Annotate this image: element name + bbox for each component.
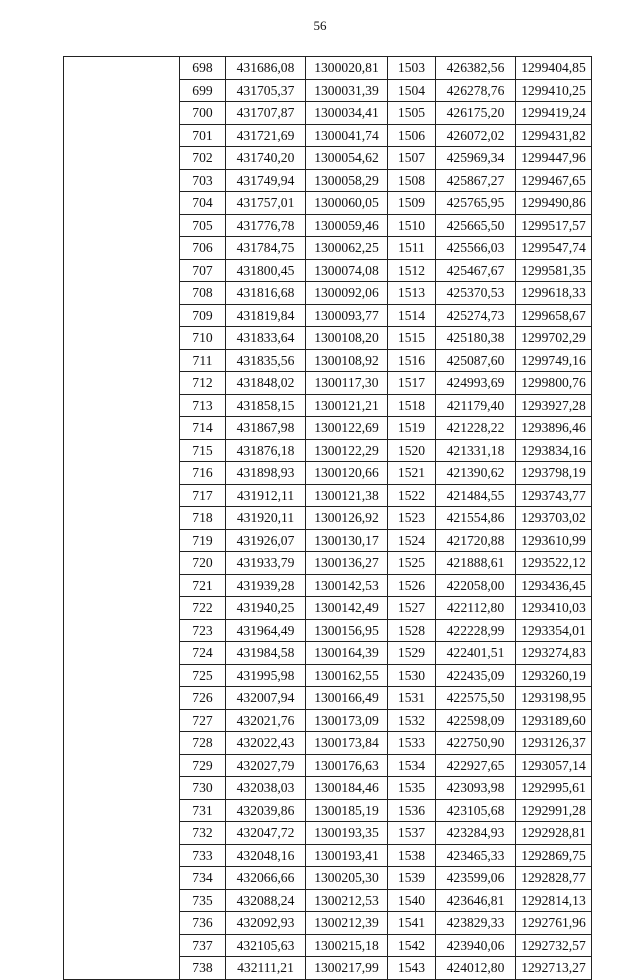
y-coordinate-right: 1293834,16 <box>516 439 592 462</box>
point-number-right: 1539 <box>388 867 436 890</box>
y-coordinate-left: 1300215,18 <box>306 934 388 957</box>
point-number-right: 1519 <box>388 417 436 440</box>
point-number-left: 735 <box>180 889 226 912</box>
x-coordinate-left: 432105,63 <box>226 934 306 957</box>
point-number-left: 720 <box>180 552 226 575</box>
point-number-right: 1543 <box>388 957 436 980</box>
y-coordinate-right: 1299419,24 <box>516 102 592 125</box>
x-coordinate-right: 425180,38 <box>436 327 516 350</box>
point-number-left: 698 <box>180 57 226 80</box>
point-number-left: 736 <box>180 912 226 935</box>
x-coordinate-left: 431848,02 <box>226 372 306 395</box>
point-number-right: 1521 <box>388 462 436 485</box>
point-number-left: 718 <box>180 507 226 530</box>
x-coordinate-left: 431964,49 <box>226 619 306 642</box>
point-number-right: 1537 <box>388 822 436 845</box>
x-coordinate-right: 421179,40 <box>436 394 516 417</box>
point-number-right: 1505 <box>388 102 436 125</box>
point-number-right: 1510 <box>388 214 436 237</box>
x-coordinate-left: 431705,37 <box>226 79 306 102</box>
y-coordinate-left: 1300193,41 <box>306 844 388 867</box>
x-coordinate-left: 431920,11 <box>226 507 306 530</box>
x-coordinate-right: 422401,51 <box>436 642 516 665</box>
point-number-right: 1522 <box>388 484 436 507</box>
x-coordinate-left: 432066,66 <box>226 867 306 890</box>
y-coordinate-right: 1299702,29 <box>516 327 592 350</box>
y-coordinate-right: 1292761,96 <box>516 912 592 935</box>
point-number-left: 716 <box>180 462 226 485</box>
y-coordinate-right: 1292995,61 <box>516 777 592 800</box>
blank-label-cell <box>64 57 180 980</box>
y-coordinate-right: 1299404,85 <box>516 57 592 80</box>
y-coordinate-left: 1300136,27 <box>306 552 388 575</box>
table-row <box>64 57 592 80</box>
y-coordinate-right: 1293896,46 <box>516 417 592 440</box>
y-coordinate-left: 1300184,46 <box>306 777 388 800</box>
y-coordinate-left: 1300034,41 <box>306 102 388 125</box>
y-coordinate-right: 1299547,74 <box>516 237 592 260</box>
x-coordinate-right: 426382,56 <box>436 57 516 80</box>
y-coordinate-left: 1300120,66 <box>306 462 388 485</box>
y-coordinate-right: 1299800,76 <box>516 372 592 395</box>
point-number-right: 1527 <box>388 597 436 620</box>
x-coordinate-right: 422927,65 <box>436 754 516 777</box>
y-coordinate-left: 1300121,21 <box>306 394 388 417</box>
y-coordinate-right: 1292732,57 <box>516 934 592 957</box>
x-coordinate-left: 431707,87 <box>226 102 306 125</box>
point-number-left: 709 <box>180 304 226 327</box>
point-number-right: 1528 <box>388 619 436 642</box>
point-number-right: 1504 <box>388 79 436 102</box>
x-coordinate-right: 426278,76 <box>436 79 516 102</box>
x-coordinate-left: 431757,01 <box>226 192 306 215</box>
point-number-right: 1513 <box>388 282 436 305</box>
point-number-right: 1503 <box>388 57 436 80</box>
y-coordinate-right: 1293198,95 <box>516 687 592 710</box>
point-number-right: 1526 <box>388 574 436 597</box>
x-coordinate-left: 431984,58 <box>226 642 306 665</box>
y-coordinate-right: 1293610,99 <box>516 529 592 552</box>
y-coordinate-right: 1299749,16 <box>516 349 592 372</box>
y-coordinate-left: 1300185,19 <box>306 799 388 822</box>
x-coordinate-right: 424993,69 <box>436 372 516 395</box>
point-number-left: 714 <box>180 417 226 440</box>
y-coordinate-right: 1293260,19 <box>516 664 592 687</box>
point-number-left: 737 <box>180 934 226 957</box>
y-coordinate-right: 1299467,65 <box>516 169 592 192</box>
point-number-right: 1538 <box>388 844 436 867</box>
y-coordinate-right: 1293436,45 <box>516 574 592 597</box>
coordinates-table-body <box>64 57 592 980</box>
point-number-left: 738 <box>180 957 226 980</box>
y-coordinate-right: 1299517,57 <box>516 214 592 237</box>
x-coordinate-right: 423599,06 <box>436 867 516 890</box>
point-number-right: 1532 <box>388 709 436 732</box>
x-coordinate-left: 431749,94 <box>226 169 306 192</box>
point-number-right: 1520 <box>388 439 436 462</box>
y-coordinate-right: 1299618,33 <box>516 282 592 305</box>
x-coordinate-left: 431833,64 <box>226 327 306 350</box>
x-coordinate-right: 425370,53 <box>436 282 516 305</box>
x-coordinate-right: 421390,62 <box>436 462 516 485</box>
x-coordinate-left: 431933,79 <box>226 552 306 575</box>
x-coordinate-right: 425969,34 <box>436 147 516 170</box>
point-number-left: 717 <box>180 484 226 507</box>
x-coordinate-right: 421888,61 <box>436 552 516 575</box>
x-coordinate-right: 423284,93 <box>436 822 516 845</box>
y-coordinate-right: 1293126,37 <box>516 732 592 755</box>
point-number-left: 732 <box>180 822 226 845</box>
y-coordinate-right: 1293927,28 <box>516 394 592 417</box>
point-number-right: 1523 <box>388 507 436 530</box>
point-number-right: 1516 <box>388 349 436 372</box>
point-number-left: 733 <box>180 844 226 867</box>
point-number-right: 1541 <box>388 912 436 935</box>
point-number-right: 1531 <box>388 687 436 710</box>
x-coordinate-right: 423093,98 <box>436 777 516 800</box>
x-coordinate-right: 422058,00 <box>436 574 516 597</box>
y-coordinate-left: 1300142,53 <box>306 574 388 597</box>
y-coordinate-left: 1300205,30 <box>306 867 388 890</box>
x-coordinate-left: 432039,86 <box>226 799 306 822</box>
point-number-left: 719 <box>180 529 226 552</box>
x-coordinate-right: 423465,33 <box>436 844 516 867</box>
point-number-right: 1515 <box>388 327 436 350</box>
y-coordinate-left: 1300058,29 <box>306 169 388 192</box>
point-number-right: 1535 <box>388 777 436 800</box>
point-number-left: 726 <box>180 687 226 710</box>
y-coordinate-left: 1300173,84 <box>306 732 388 755</box>
y-coordinate-left: 1300093,77 <box>306 304 388 327</box>
x-coordinate-left: 431740,20 <box>226 147 306 170</box>
y-coordinate-left: 1300164,39 <box>306 642 388 665</box>
x-coordinate-left: 431867,98 <box>226 417 306 440</box>
x-coordinate-right: 422750,90 <box>436 732 516 755</box>
point-number-left: 723 <box>180 619 226 642</box>
x-coordinate-right: 425665,50 <box>436 214 516 237</box>
x-coordinate-left: 431876,18 <box>226 439 306 462</box>
x-coordinate-left: 431995,98 <box>226 664 306 687</box>
page-number: 56 <box>313 18 327 33</box>
y-coordinate-left: 1300126,92 <box>306 507 388 530</box>
point-number-left: 705 <box>180 214 226 237</box>
y-coordinate-left: 1300059,46 <box>306 214 388 237</box>
y-coordinate-left: 1300173,09 <box>306 709 388 732</box>
x-coordinate-left: 431686,08 <box>226 57 306 80</box>
point-number-right: 1506 <box>388 124 436 147</box>
y-coordinate-left: 1300217,99 <box>306 957 388 980</box>
x-coordinate-left: 432048,16 <box>226 844 306 867</box>
x-coordinate-left: 432111,21 <box>226 957 306 980</box>
x-coordinate-right: 425274,73 <box>436 304 516 327</box>
point-number-left: 704 <box>180 192 226 215</box>
point-number-right: 1542 <box>388 934 436 957</box>
y-coordinate-left: 1300117,30 <box>306 372 388 395</box>
y-coordinate-right: 1292869,75 <box>516 844 592 867</box>
x-coordinate-left: 432022,43 <box>226 732 306 755</box>
y-coordinate-right: 1292713,27 <box>516 957 592 980</box>
point-number-left: 727 <box>180 709 226 732</box>
x-coordinate-left: 431898,93 <box>226 462 306 485</box>
point-number-right: 1512 <box>388 259 436 282</box>
y-coordinate-left: 1300060,05 <box>306 192 388 215</box>
x-coordinate-right: 424012,80 <box>436 957 516 980</box>
y-coordinate-left: 1300193,35 <box>306 822 388 845</box>
x-coordinate-left: 431926,07 <box>226 529 306 552</box>
x-coordinate-left: 431912,11 <box>226 484 306 507</box>
y-coordinate-left: 1300176,63 <box>306 754 388 777</box>
point-number-left: 712 <box>180 372 226 395</box>
y-coordinate-right: 1293189,60 <box>516 709 592 732</box>
y-coordinate-left: 1300092,06 <box>306 282 388 305</box>
y-coordinate-right: 1292814,13 <box>516 889 592 912</box>
x-coordinate-right: 426175,20 <box>436 102 516 125</box>
x-coordinate-right: 421484,55 <box>436 484 516 507</box>
point-number-left: 725 <box>180 664 226 687</box>
y-coordinate-right: 1293798,19 <box>516 462 592 485</box>
point-number-left: 707 <box>180 259 226 282</box>
y-coordinate-right: 1293522,12 <box>516 552 592 575</box>
x-coordinate-right: 423940,06 <box>436 934 516 957</box>
y-coordinate-left: 1300142,49 <box>306 597 388 620</box>
x-coordinate-left: 431939,28 <box>226 574 306 597</box>
y-coordinate-left: 1300041,74 <box>306 124 388 147</box>
x-coordinate-left: 431784,75 <box>226 237 306 260</box>
point-number-left: 715 <box>180 439 226 462</box>
x-coordinate-right: 421554,86 <box>436 507 516 530</box>
y-coordinate-left: 1300212,53 <box>306 889 388 912</box>
point-number-right: 1529 <box>388 642 436 665</box>
coordinates-table <box>63 56 592 980</box>
y-coordinate-left: 1300108,92 <box>306 349 388 372</box>
x-coordinate-left: 431819,84 <box>226 304 306 327</box>
point-number-right: 1536 <box>388 799 436 822</box>
y-coordinate-left: 1300156,95 <box>306 619 388 642</box>
x-coordinate-right: 423829,33 <box>436 912 516 935</box>
y-coordinate-right: 1299431,82 <box>516 124 592 147</box>
point-number-right: 1517 <box>388 372 436 395</box>
point-number-left: 713 <box>180 394 226 417</box>
point-number-left: 721 <box>180 574 226 597</box>
y-coordinate-left: 1300054,62 <box>306 147 388 170</box>
x-coordinate-right: 425566,03 <box>436 237 516 260</box>
point-number-right: 1540 <box>388 889 436 912</box>
point-number-left: 699 <box>180 79 226 102</box>
x-coordinate-left: 432021,76 <box>226 709 306 732</box>
x-coordinate-left: 431940,25 <box>226 597 306 620</box>
point-number-right: 1514 <box>388 304 436 327</box>
x-coordinate-left: 431721,69 <box>226 124 306 147</box>
x-coordinate-left: 432047,72 <box>226 822 306 845</box>
point-number-left: 731 <box>180 799 226 822</box>
y-coordinate-right: 1299658,67 <box>516 304 592 327</box>
y-coordinate-right: 1293410,03 <box>516 597 592 620</box>
y-coordinate-right: 1292828,77 <box>516 867 592 890</box>
x-coordinate-left: 432007,94 <box>226 687 306 710</box>
x-coordinate-right: 426072,02 <box>436 124 516 147</box>
x-coordinate-right: 421720,88 <box>436 529 516 552</box>
y-coordinate-right: 1293743,77 <box>516 484 592 507</box>
x-coordinate-right: 422112,80 <box>436 597 516 620</box>
y-coordinate-right: 1292991,28 <box>516 799 592 822</box>
point-number-left: 722 <box>180 597 226 620</box>
y-coordinate-left: 1300108,20 <box>306 327 388 350</box>
point-number-left: 711 <box>180 349 226 372</box>
y-coordinate-right: 1293057,14 <box>516 754 592 777</box>
point-number-left: 700 <box>180 102 226 125</box>
y-coordinate-right: 1299581,35 <box>516 259 592 282</box>
x-coordinate-right: 423105,68 <box>436 799 516 822</box>
x-coordinate-left: 432038,03 <box>226 777 306 800</box>
point-number-left: 734 <box>180 867 226 890</box>
x-coordinate-right: 422598,09 <box>436 709 516 732</box>
y-coordinate-left: 1300062,25 <box>306 237 388 260</box>
x-coordinate-right: 425867,27 <box>436 169 516 192</box>
y-coordinate-left: 1300074,08 <box>306 259 388 282</box>
x-coordinate-right: 422575,50 <box>436 687 516 710</box>
y-coordinate-left: 1300162,55 <box>306 664 388 687</box>
y-coordinate-right: 1299447,96 <box>516 147 592 170</box>
x-coordinate-right: 423646,81 <box>436 889 516 912</box>
point-number-left: 702 <box>180 147 226 170</box>
point-number-left: 728 <box>180 732 226 755</box>
x-coordinate-left: 431776,78 <box>226 214 306 237</box>
y-coordinate-right: 1293274,83 <box>516 642 592 665</box>
y-coordinate-left: 1300130,17 <box>306 529 388 552</box>
point-number-right: 1533 <box>388 732 436 755</box>
y-coordinate-left: 1300020,81 <box>306 57 388 80</box>
x-coordinate-right: 422435,09 <box>436 664 516 687</box>
point-number-left: 710 <box>180 327 226 350</box>
y-coordinate-left: 1300122,69 <box>306 417 388 440</box>
point-number-left: 724 <box>180 642 226 665</box>
point-number-right: 1524 <box>388 529 436 552</box>
point-number-left: 708 <box>180 282 226 305</box>
point-number-right: 1509 <box>388 192 436 215</box>
x-coordinate-right: 421228,22 <box>436 417 516 440</box>
x-coordinate-left: 432088,24 <box>226 889 306 912</box>
point-number-right: 1518 <box>388 394 436 417</box>
y-coordinate-right: 1299410,25 <box>516 79 592 102</box>
y-coordinate-right: 1292928,81 <box>516 822 592 845</box>
x-coordinate-left: 431816,68 <box>226 282 306 305</box>
x-coordinate-right: 425087,60 <box>436 349 516 372</box>
y-coordinate-right: 1293354,01 <box>516 619 592 642</box>
x-coordinate-right: 425765,95 <box>436 192 516 215</box>
y-coordinate-left: 1300121,38 <box>306 484 388 507</box>
y-coordinate-right: 1299490,86 <box>516 192 592 215</box>
y-coordinate-left: 1300031,39 <box>306 79 388 102</box>
point-number-left: 706 <box>180 237 226 260</box>
point-number-right: 1534 <box>388 754 436 777</box>
point-number-right: 1525 <box>388 552 436 575</box>
point-number-left: 701 <box>180 124 226 147</box>
point-number-right: 1511 <box>388 237 436 260</box>
y-coordinate-left: 1300212,39 <box>306 912 388 935</box>
x-coordinate-right: 421331,18 <box>436 439 516 462</box>
point-number-left: 729 <box>180 754 226 777</box>
y-coordinate-left: 1300166,49 <box>306 687 388 710</box>
x-coordinate-left: 432092,93 <box>226 912 306 935</box>
y-coordinate-left: 1300122,29 <box>306 439 388 462</box>
x-coordinate-left: 432027,79 <box>226 754 306 777</box>
point-number-right: 1508 <box>388 169 436 192</box>
x-coordinate-left: 431858,15 <box>226 394 306 417</box>
point-number-right: 1507 <box>388 147 436 170</box>
x-coordinate-left: 431800,45 <box>226 259 306 282</box>
x-coordinate-left: 431835,56 <box>226 349 306 372</box>
point-number-left: 730 <box>180 777 226 800</box>
point-number-left: 703 <box>180 169 226 192</box>
y-coordinate-right: 1293703,02 <box>516 507 592 530</box>
point-number-right: 1530 <box>388 664 436 687</box>
x-coordinate-right: 425467,67 <box>436 259 516 282</box>
x-coordinate-right: 422228,99 <box>436 619 516 642</box>
